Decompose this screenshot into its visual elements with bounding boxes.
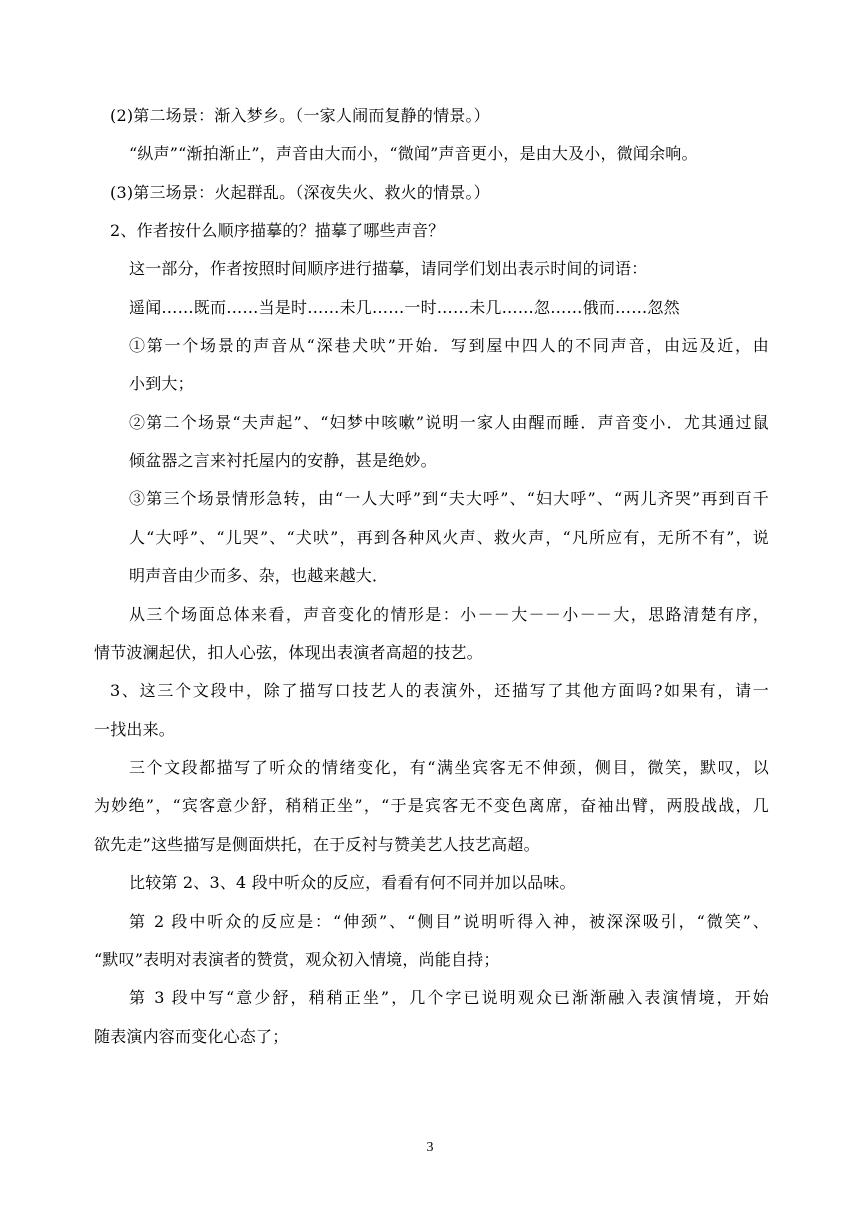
text-line: 情节波澜起伏，扣人心弦，体现出表演者高超的技艺。	[94, 643, 483, 662]
text-line: 明声音由少而多、杂，也越来越大．	[129, 566, 389, 585]
text-line: 三个文段都描写了听众的情绪变化，有“满坐宾客无不伸颈，侧目，微笑，默叹，以	[129, 758, 769, 777]
text-line: 倾盆器之言来衬托屋内的安静，甚是绝妙。	[129, 451, 437, 470]
text-line: ①第一个场景的声音从“深巷犬吠”开始．写到屋中四人的不同声音，由远及近，由	[129, 336, 769, 355]
text-line: 2、作者按什么顺序描摹的？描摹了哪些声音？	[110, 221, 445, 240]
text-line: (3)第三场景：火起群乱。（深夜失火、救火的情景。）	[110, 183, 490, 202]
text-line: 欲先走”这些描写是侧面烘托，在于反衬与赞美艺人技艺高超。	[94, 835, 540, 854]
text-line: 这一部分，作者按照时间顺序进行描摹，请同学们划出表示时间的词语：	[129, 259, 648, 278]
text-line: 从三个场面总体来看，声音变化的情形是：小－－大－－小－－大，思路清楚有序，	[129, 605, 769, 624]
text-line: (2)第二场景：渐入梦乡。（一家人闹而复静的情景。）	[110, 106, 490, 125]
text-line: ②第二个场景“夫声起”、“妇梦中咳嗽”说明一家人由醒而睡．声音变小．尤其通过鼠	[129, 413, 769, 432]
text-line: 人“大呼”、“儿哭”、“犬吠”，再到各种风火声、救火声，“凡所应有，无所不有”，说	[129, 528, 769, 547]
text-line: 小到大；	[129, 374, 194, 393]
text-line: ③第三个场景情形急转，由“一人大呼”到“夫大呼”、“妇大呼”、“两儿齐哭”再到百千	[129, 489, 769, 508]
text-line: 比较第 2、3、4 段中听众的反应，看看有何不同并加以品味。	[129, 873, 576, 892]
text-line: 为妙绝”，“宾客意少舒，稍稍正坐”，“于是宾客无不变色离席，奋袖出臂，两股战战，几	[94, 796, 769, 815]
text-line: 第 2 段中听众的反应是：“伸颈”、“侧目”说明听得入神，被深深吸引，“微笑”、	[129, 912, 769, 931]
text-line: 第 3 段中写“意少舒，稍稍正坐”，几个字已说明观众已渐渐融入表演情境，开始	[129, 988, 769, 1007]
text-line: 3、这三个文段中，除了描写口技艺人的表演外，还描写了其他方面吗?如果有，请一	[110, 681, 769, 700]
text-line: 遥闻……既而……当是时……未几……一时……未几……忽……俄而……忽然	[129, 298, 680, 317]
text-line: 随表演内容而变化心态了；	[94, 1027, 289, 1046]
page-number: 3	[426, 1140, 434, 1155]
text-line: “默叹”表明对表演者的赞赏，观众初入情境，尚能自持；	[94, 950, 500, 969]
text-line: “纵声”“渐拍渐止”，声音由大而小，“微闻”声音更小，是由大及小，微闻余响。	[129, 144, 698, 163]
text-line: 一找出来。	[94, 720, 176, 739]
